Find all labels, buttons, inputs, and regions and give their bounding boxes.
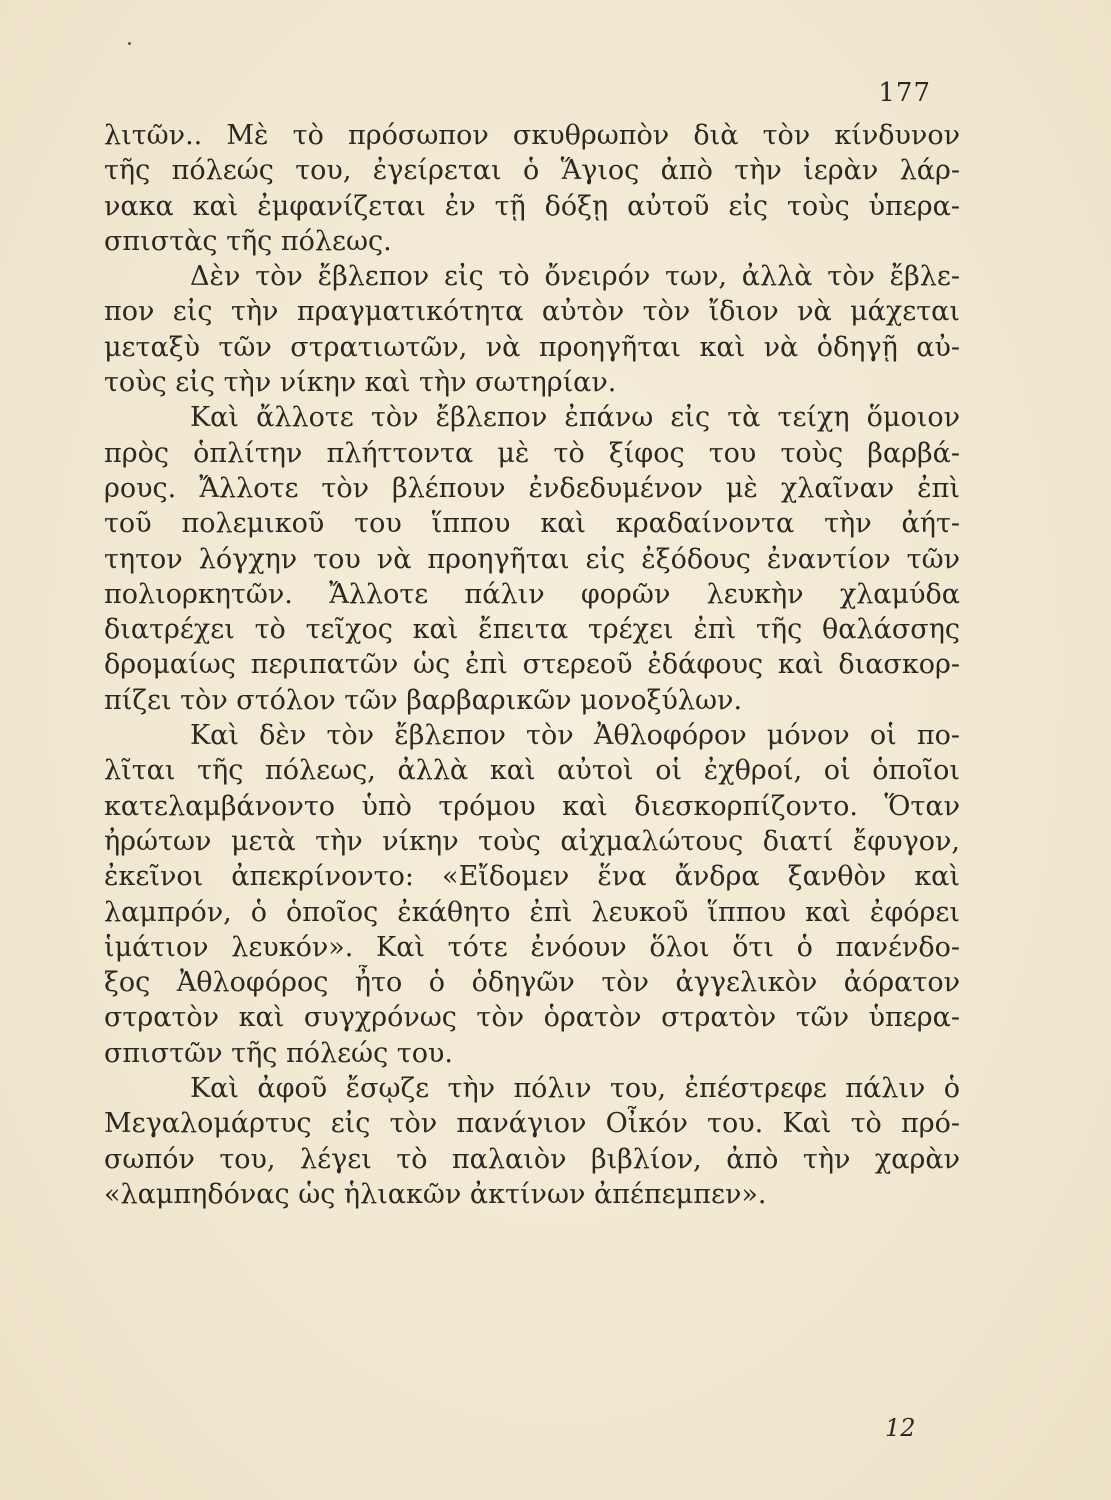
text-line: τητον λόγχην του νὰ προηγῆται εἰς ἐξόδους ἐναντίον τῶν	[104, 543, 960, 575]
signature-mark: 12	[885, 1414, 916, 1442]
text-line: τῆς πόλεώς του, ἐγείρεται ὁ Ἅγιος ἀπὸ τὴν ἱερὰν λάρ-	[104, 155, 960, 187]
text-line: ξος Ἀθλοφόρος ἦτο ὁ ὁδηγῶν τὸν ἀγγελικὸν ἀόρατον	[104, 967, 960, 999]
text-line: Μεγαλομάρτυς εἰς τὸν πανάγιον Οἶκόν του. Καὶ τὸ πρό-	[104, 1108, 960, 1140]
text-line: σωπόν του, λέγει τὸ παλαιὸν βιβλίον, ἀπὸ τὴν χαρὰν	[104, 1143, 960, 1175]
text-line: δρομαίως περιπατῶν ὡς ἐπὶ στερεοῦ ἐδάφους καὶ διασκορ-	[104, 649, 960, 681]
text-line: Καὶ ἀφοῦ ἔσῳζε τὴν πόλιν του, ἐπέστρεφε πάλιν ὁ	[190, 1073, 960, 1105]
text-line: ἱμάτιον λευκόν». Καὶ τότε ἐνόουν ὅλοι ὅτι ὁ πανένδο-	[104, 931, 960, 963]
page-number: 177	[878, 78, 931, 108]
text-line: πον εἰς τὴν πραγματικότητα αὐτὸν τὸν ἴδιον νὰ μάχεται	[104, 296, 960, 328]
text-line: ρους. Ἄλλοτε τὸν βλέπουν ἐνδεδυμένον μὲ χλαῖναν ἐπὶ	[104, 472, 960, 504]
text-line: λιτῶν.. Μὲ τὸ πρόσωπον σκυθρωπὸν διὰ τὸν κίνδυνον	[104, 120, 960, 151]
ink-speck	[128, 42, 131, 45]
text-line: νακα καὶ ἐμφανίζεται ἐν τῇ δόξῃ αὐτοῦ εἰς τοὺς ὑπερα-	[104, 190, 960, 222]
text-line: στρατὸν καὶ συγχρόνως τὸν ὁρατὸν στρατὸν τῶν ὑπερα-	[104, 1002, 960, 1034]
text-line: μεταξὺ τῶν στρατιωτῶν, νὰ προηγῆται καὶ νὰ ὁδηγῇ αὐ-	[104, 331, 960, 363]
text-line: πρὸς ὁπλίτην πλήττοντα μὲ τὸ ξίφος του τοὺς βαρβά-	[104, 437, 960, 469]
text-line: τοὺς εἰς τὴν νίκην καὶ τὴν σωτηρίαν.	[104, 367, 617, 399]
body-text	[104, 118, 960, 1212]
text-line: «λαμπηδόνας ὡς ἡλιακῶν ἀκτίνων ἀπέπεμπεν».	[104, 1178, 767, 1210]
text-line: Δὲν τὸν ἔβλεπον εἰς τὸ ὄνειρόν των, ἀλλὰ τὸν ἔβλε-	[190, 261, 960, 293]
text-line: σπιστῶν τῆς πόλεώς του.	[104, 1037, 453, 1069]
text-line: διατρέχει τὸ τεῖχος καὶ ἔπειτα τρέχει ἐπὶ τῆς θαλάσσης	[104, 614, 960, 646]
text-line: κατελαμβάνοντο ὑπὸ τρόμου καὶ διεσκορπίζοντο. Ὅταν	[104, 790, 960, 822]
text-line: Καὶ δὲν τὸν ἔβλεπον τὸν Ἀθλοφόρον μόνον οἱ πο-	[190, 720, 960, 752]
text-line: πίζει τὸν στόλον τῶν βαρβαρικῶν μονοξύλων.	[104, 684, 743, 716]
text-line: λῖται τῆς πόλεως, ἀλλὰ καὶ αὐτοὶ οἱ ἐχθροί, οἱ ὁποῖοι	[104, 755, 960, 787]
text-line: ἐκεῖνοι ἀπεκρίνοντο: «Εἴδομεν ἕνα ἄνδρα ξανθὸν καὶ	[104, 861, 960, 893]
text-line: πολιορκητῶν. Ἄλλοτε πάλιν φορῶν λευκὴν χλαμύδα	[104, 578, 960, 610]
text-line: σπιστὰς τῆς πόλεως.	[104, 225, 392, 257]
text-line: Καὶ ἄλλοτε τὸν ἔβλεπον ἐπάνω εἰς τὰ τείχη ὅμοιον	[190, 402, 960, 434]
text-line: ἠρώτων μετὰ τὴν νίκην τοὺς αἰχμαλώτους διατί ἔφυγον,	[104, 825, 960, 857]
text-line: λαμπρόν, ὁ ὁποῖος ἐκάθητο ἐπὶ λευκοῦ ἵππου καὶ ἐφόρει	[104, 896, 960, 928]
text-line: τοῦ πολεμικοῦ του ἵππου καὶ κραδαίνοντα τὴν ἀήτ-	[104, 508, 960, 540]
